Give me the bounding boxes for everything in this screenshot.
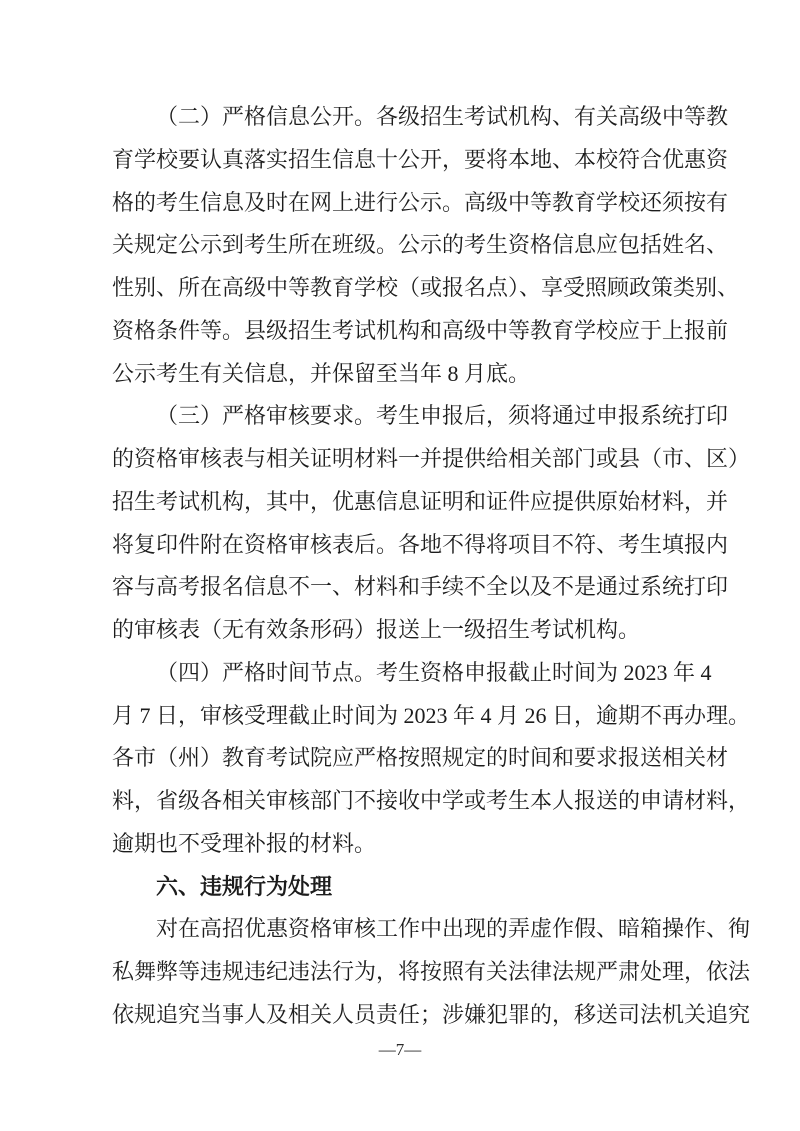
text-line: 资格条件等。县级招生考试机构和高级中等教育学校应于上报前: [112, 317, 729, 343]
text-line: （三）严格审核要求。考生申报后，须将通过申报系统打印: [156, 403, 729, 429]
text-line: 容与高考报名信息不一、材料和手续不全以及不是通过系统打印: [112, 574, 729, 600]
text-line: （四）严格时间节点。考生资格申报截止时间为 2023 年 4: [156, 659, 712, 685]
paragraph-strict-information-disclosure: [112, 96, 740, 395]
text-line: 招生考试机构，其中，优惠信息证明和证件应提供原始材料，并: [112, 488, 729, 514]
text-line: 料，省级各相关审核部门不接收中学或考生本人报送的申请材料，: [112, 788, 751, 813]
text-line: （二）严格信息公开。各级招生考试机构、有关高级中等教: [156, 104, 729, 129]
paragraph-strict-review-requirements: [112, 395, 751, 652]
text-line: 各市（州）教育考试院应严格按照规定的时间和要求报送相关材: [112, 745, 729, 771]
text-line: 性别、所在高级中等教育学校（或报名点）、享受照顾政策类别、: [112, 275, 740, 300]
section-heading-violation-handling: 六、违规行为处理: [156, 873, 333, 899]
text-line: 育学校要认真落实招生信息十公开，要将本地、本校符合优惠资: [112, 146, 729, 172]
text-line: 月 7 日，审核受理截止时间为 2023 年 4 月 26 日，逾期不再办理。: [112, 702, 751, 728]
paragraph-violation-handling: [112, 908, 751, 1036]
text-line: 依规追究当事人及相关人员责任；涉嫌犯罪的，移送司法机关追究: [112, 1001, 751, 1027]
page-number: —7—: [378, 1040, 422, 1059]
text-line: 关规定公示到考生所在班级。公示的考生资格信息应包括姓名、: [112, 232, 729, 258]
paragraph-strict-time-nodes: [112, 652, 751, 866]
text-line: 公示考生有关信息，并保留至当年 8 月底。: [112, 360, 531, 386]
text-line: 对在高招优惠资格审核工作中出现的弄虚作假、暗箱操作、徇: [156, 916, 751, 942]
text-line: 逾期也不受理补报的材料。: [112, 830, 377, 856]
text-line: 私舞弊等违规违纪违法行为，将按照有关法律法规严肃处理，依法: [112, 959, 751, 984]
text-line: 将复印件附在资格审核表后。各地不得将项目不符、考生填报内: [112, 531, 729, 557]
text-line: 的审核表（无有效条形码）报送上一级招生考试机构。: [112, 617, 641, 642]
text-line: 的资格审核表与相关证明材料一并提供给相关部门或县（市、区）: [112, 446, 751, 471]
text-line: 格的考生信息及时在网上进行公示。高级中等教育学校还须按有: [112, 189, 729, 215]
document-body: [112, 96, 751, 1037]
